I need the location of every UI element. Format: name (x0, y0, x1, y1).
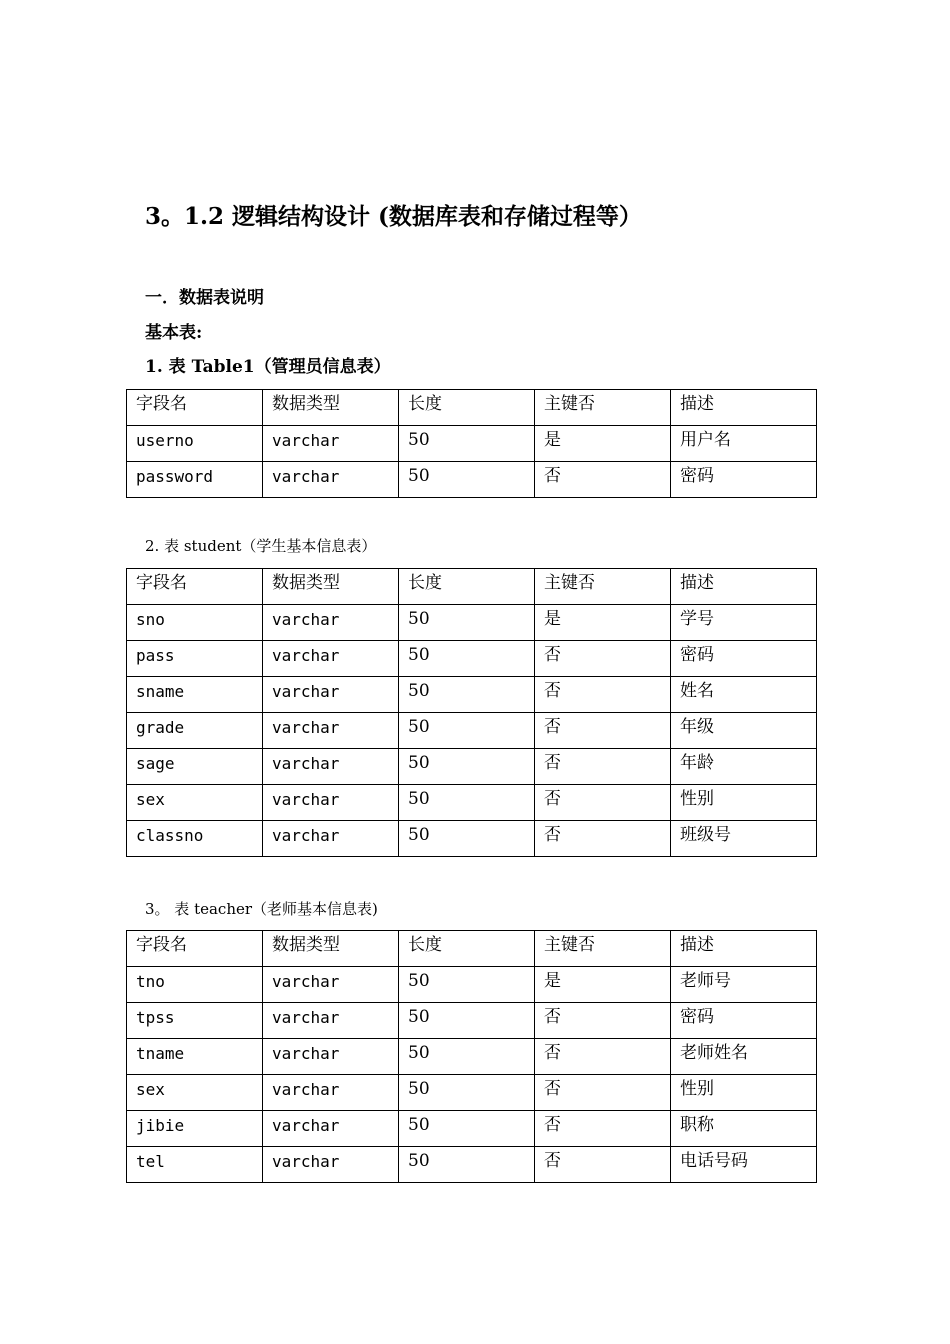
cell-description: 密码 (671, 1003, 817, 1039)
cell-data-type: varchar (263, 641, 399, 677)
cell-description: 用户名 (671, 426, 817, 462)
table-row (127, 749, 817, 785)
table-row (127, 1147, 817, 1183)
table-student-info-body (127, 569, 817, 857)
cell-description: 年级 (671, 713, 817, 749)
table-row (127, 785, 817, 821)
cell-primary-key: 否 (535, 1147, 671, 1183)
cell-field-name: tel (127, 1147, 263, 1183)
cell-data-type: varchar (263, 1075, 399, 1111)
caption-table-student: 2. 表 student（学生基本信息表） (145, 537, 377, 555)
cell-length: 50 (399, 677, 535, 713)
cell-description: 性别 (671, 785, 817, 821)
cell-length: 50 (399, 967, 535, 1003)
heading-data-tables: 一．数据表说明 (145, 288, 264, 308)
cell-primary-key: 否 (535, 821, 671, 857)
cell-length: 50 (399, 641, 535, 677)
cell-length: 50 (399, 1003, 535, 1039)
cell-field-name: password (127, 462, 263, 498)
cell-field-name: userno (127, 426, 263, 462)
cell-data-type: varchar (263, 677, 399, 713)
cell-primary-key: 否 (535, 1075, 671, 1111)
table-row (127, 713, 817, 749)
cell-field-name: pass (127, 641, 263, 677)
cell-field-name: sex (127, 1075, 263, 1111)
header-field-name: 字段名 (127, 390, 263, 426)
cell-field-name: sex (127, 785, 263, 821)
header-description: 描述 (671, 390, 817, 426)
table-row (127, 1039, 817, 1075)
cell-length: 50 (399, 462, 535, 498)
table-row (127, 1111, 817, 1147)
cell-data-type: varchar (263, 1147, 399, 1183)
header-field-name: 字段名 (127, 931, 263, 967)
cell-primary-key: 是 (535, 605, 671, 641)
cell-field-name: grade (127, 713, 263, 749)
cell-field-name: sno (127, 605, 263, 641)
table-student-info (126, 568, 817, 857)
cell-description: 职称 (671, 1111, 817, 1147)
table-teacher-info (126, 930, 817, 1183)
cell-length: 50 (399, 1111, 535, 1147)
cell-field-name: tno (127, 967, 263, 1003)
table-row (127, 462, 817, 498)
cell-description: 老师号 (671, 967, 817, 1003)
cell-field-name: tname (127, 1039, 263, 1075)
header-field-name: 字段名 (127, 569, 263, 605)
cell-primary-key: 否 (535, 677, 671, 713)
header-data-type: 数据类型 (263, 569, 399, 605)
header-length: 长度 (399, 390, 535, 426)
header-length: 长度 (399, 931, 535, 967)
cell-primary-key: 是 (535, 967, 671, 1003)
cell-length: 50 (399, 426, 535, 462)
cell-description: 电话号码 (671, 1147, 817, 1183)
cell-field-name: tpss (127, 1003, 263, 1039)
cell-primary-key: 是 (535, 426, 671, 462)
cell-data-type: varchar (263, 1111, 399, 1147)
cell-length: 50 (399, 1039, 535, 1075)
table-row (127, 1003, 817, 1039)
header-primary-key: 主键否 (535, 569, 671, 605)
table-row (127, 967, 817, 1003)
cell-primary-key: 否 (535, 713, 671, 749)
table-row (127, 605, 817, 641)
cell-description: 性别 (671, 1075, 817, 1111)
header-primary-key: 主键否 (535, 390, 671, 426)
cell-length: 50 (399, 749, 535, 785)
cell-primary-key: 否 (535, 1003, 671, 1039)
cell-primary-key: 否 (535, 1111, 671, 1147)
cell-length: 50 (399, 1075, 535, 1111)
table-row (127, 1075, 817, 1111)
cell-description: 学号 (671, 605, 817, 641)
cell-data-type: varchar (263, 821, 399, 857)
cell-description: 年龄 (671, 749, 817, 785)
cell-field-name: sage (127, 749, 263, 785)
table-teacher-info-body (127, 931, 817, 1183)
header-description: 描述 (671, 569, 817, 605)
cell-primary-key: 否 (535, 462, 671, 498)
table-header-row (127, 569, 817, 605)
table-admin-info (126, 389, 817, 498)
section-title: 3。1.2 逻辑结构设计 (数据库表和存储过程等） (145, 203, 642, 230)
cell-description: 班级号 (671, 821, 817, 857)
table-header-row (127, 390, 817, 426)
cell-primary-key: 否 (535, 1039, 671, 1075)
cell-primary-key: 否 (535, 749, 671, 785)
cell-length: 50 (399, 605, 535, 641)
cell-field-name: jibie (127, 1111, 263, 1147)
cell-data-type: varchar (263, 1039, 399, 1075)
table-row (127, 677, 817, 713)
cell-primary-key: 否 (535, 785, 671, 821)
cell-description: 密码 (671, 641, 817, 677)
cell-data-type: varchar (263, 785, 399, 821)
cell-data-type: varchar (263, 713, 399, 749)
cell-data-type: varchar (263, 605, 399, 641)
cell-length: 50 (399, 785, 535, 821)
table-header-row (127, 931, 817, 967)
header-data-type: 数据类型 (263, 390, 399, 426)
cell-data-type: varchar (263, 749, 399, 785)
cell-description: 老师姓名 (671, 1039, 817, 1075)
cell-length: 50 (399, 713, 535, 749)
cell-data-type: varchar (263, 462, 399, 498)
cell-data-type: varchar (263, 426, 399, 462)
header-data-type: 数据类型 (263, 931, 399, 967)
caption-table-teacher: 3。 表 teacher（老师基本信息表) (145, 900, 378, 918)
heading-table1: 1. 表 Table1（管理员信息表） (145, 357, 391, 377)
cell-description: 密码 (671, 462, 817, 498)
cell-field-name: sname (127, 677, 263, 713)
cell-length: 50 (399, 821, 535, 857)
header-description: 描述 (671, 931, 817, 967)
table-admin-info-body (127, 390, 817, 498)
table-row (127, 821, 817, 857)
cell-length: 50 (399, 1147, 535, 1183)
header-length: 长度 (399, 569, 535, 605)
cell-field-name: classno (127, 821, 263, 857)
cell-primary-key: 否 (535, 641, 671, 677)
table-row (127, 426, 817, 462)
cell-data-type: varchar (263, 1003, 399, 1039)
table-row (127, 641, 817, 677)
cell-description: 姓名 (671, 677, 817, 713)
cell-data-type: varchar (263, 967, 399, 1003)
header-primary-key: 主键否 (535, 931, 671, 967)
heading-basic-tables: 基本表: (145, 323, 203, 343)
